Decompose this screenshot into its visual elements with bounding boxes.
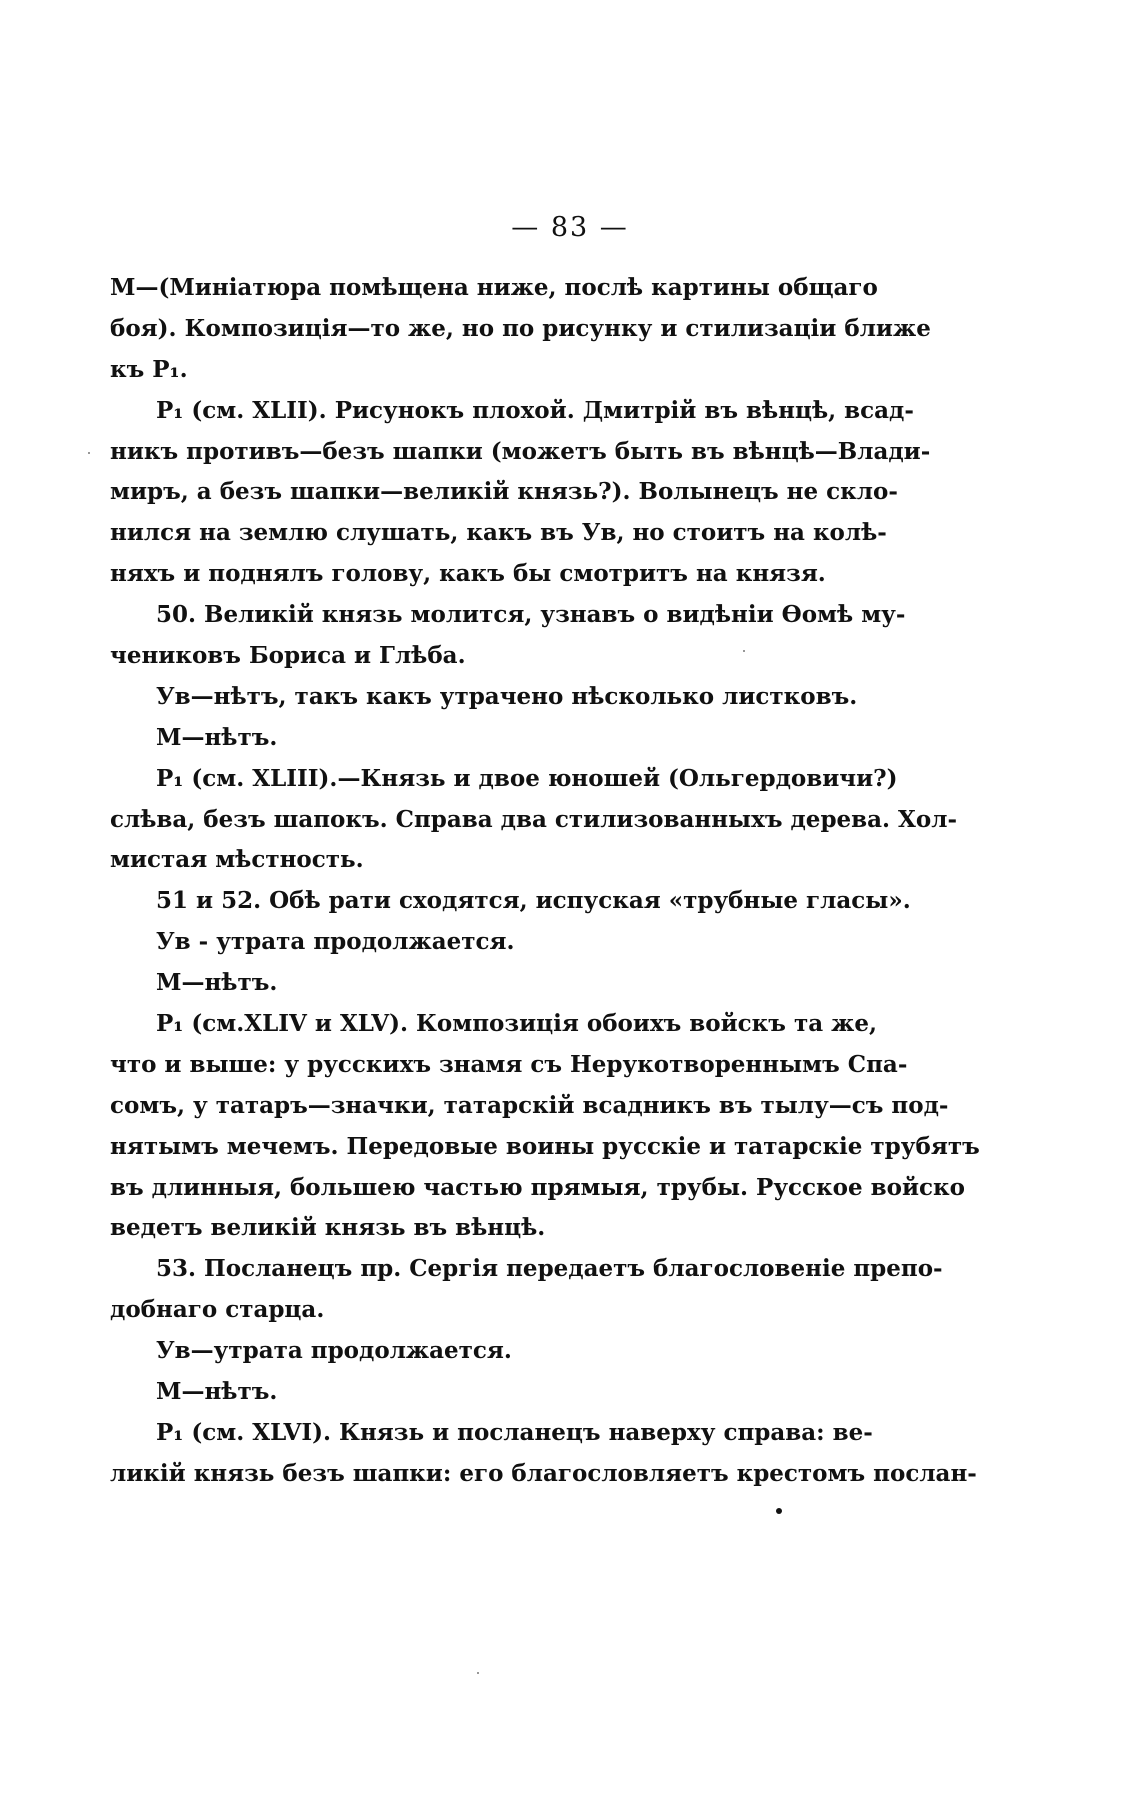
text-line: Ув—нѣтъ, такъ какъ утрачено нѣсколько листковъ. xyxy=(156,682,858,710)
text-line: никъ противъ—безъ шапки (можетъ быть въ вѣнцѣ—Влади- xyxy=(110,437,931,465)
text-line: миръ, а безъ шапки—великій князь?). Волынецъ не скло- xyxy=(110,478,898,506)
ink-mark xyxy=(776,1508,782,1514)
text-line: Ув - утрата продолжается. xyxy=(156,928,515,956)
scan-speck xyxy=(88,452,90,454)
text-line: P₁ (см. XLII). Рисунокъ плохой. Дмитрій въ вѣнцѣ, всад- xyxy=(156,396,914,424)
text-line: слѣва, безъ шапокъ. Справа два стилизованныхъ дерева. Хол- xyxy=(110,805,958,833)
text-line: М—(Миніатюра помѣщена ниже, послѣ картины общаго xyxy=(110,274,878,301)
text-line: 50. Великій князь молится, узнавъ о видѣніи Ѳомѣ му- xyxy=(156,601,906,629)
text-line: няхъ и поднялъ голову, какъ бы смотритъ на князя. xyxy=(110,560,826,588)
text-line: 53. Посланецъ пр. Сергія передаетъ благословеніе препо- xyxy=(156,1255,943,1283)
text-line: Ув—утрата продолжается. xyxy=(156,1337,512,1365)
text-line: М—нѣтъ. xyxy=(156,723,278,751)
text-line: ведетъ великій князь въ вѣнцѣ. xyxy=(110,1214,546,1242)
body-text xyxy=(110,268,980,1495)
text-line: нятымъ мечемъ. Передовые воины русскіе и татарскіе трубятъ xyxy=(110,1132,980,1160)
scan-speck xyxy=(477,1672,479,1674)
text-line: ликій князь безъ шапки: его благословляетъ крестомъ послан- xyxy=(110,1459,977,1487)
text-line: сомъ, у татаръ—значки, татарскій всадникъ въ тылу—съ под- xyxy=(110,1091,949,1119)
text-line: М—нѣтъ. xyxy=(156,969,278,997)
text-line: чениковъ Бориса и Глѣба. xyxy=(110,642,466,670)
text-line: въ длинныя, большею частью прямыя, трубы. Русское войско xyxy=(110,1173,965,1201)
text-line: P₁ (см. XLIII).—Князь и двое юношей (Ольгердовичи?) xyxy=(156,764,898,792)
text-line: нился на землю слушать, какъ въ Ув, но стоитъ на колѣ- xyxy=(110,519,887,547)
text-line: мистая мѣстность. xyxy=(110,846,364,874)
text-line: къ P₁. xyxy=(110,355,188,383)
text-line: P₁ (см.XLIV и XLV). Композиція обоихъ войскъ та же, xyxy=(156,1010,877,1038)
page-number: — 83 — xyxy=(511,212,629,243)
text-line: 51 и 52. Обѣ рати сходятся, испуская «трубные гласы». xyxy=(156,887,911,915)
text-line: боя). Композиція—то же, но по рисунку и стилизаціи ближе xyxy=(110,314,931,342)
text-line: М—нѣтъ. xyxy=(156,1378,278,1406)
text-line: что и выше: у русскихъ знамя съ Нерукотвореннымъ Спа- xyxy=(110,1050,908,1078)
scan-speck xyxy=(743,650,745,652)
text-line: P₁ (см. XLVI). Князь и посланецъ наверху справа: ве- xyxy=(156,1418,873,1446)
text-line: добнаго старца. xyxy=(110,1296,325,1324)
